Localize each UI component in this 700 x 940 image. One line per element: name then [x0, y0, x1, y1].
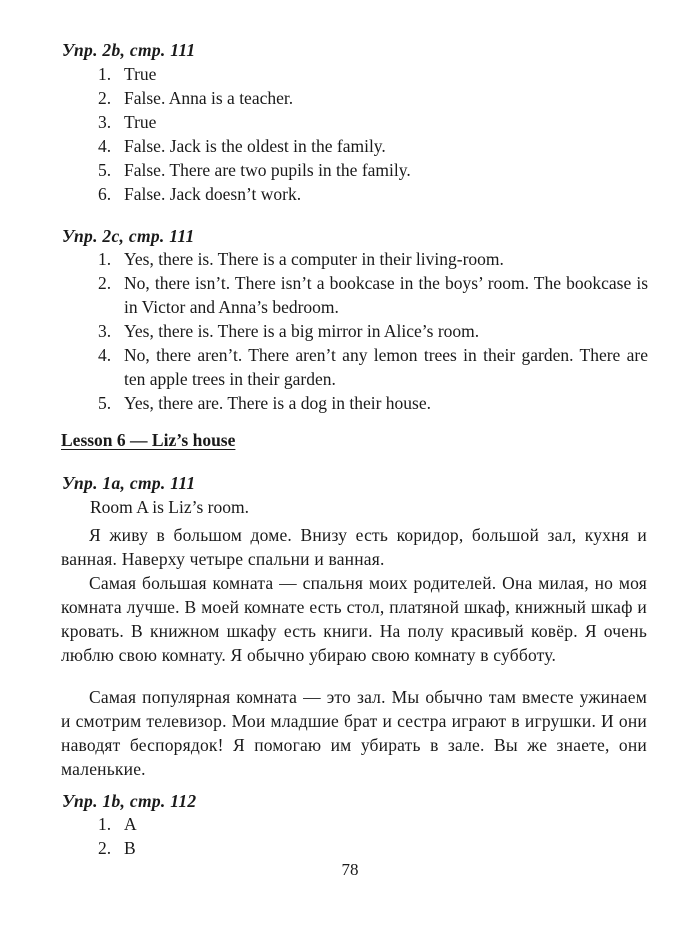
answer-text: False. Jack is the oldest in the family. [124, 136, 386, 156]
answer-item [98, 62, 658, 86]
answer-item [98, 271, 648, 319]
answer-number: 1. [98, 814, 112, 834]
answer-number: 5. [98, 393, 112, 413]
answer-item [98, 134, 658, 158]
exercise-1a-answer: Room A is Liz’s room. [90, 497, 249, 517]
answer-item [98, 812, 298, 836]
answer-number: 3. [98, 321, 112, 341]
answer-item [98, 343, 648, 391]
exercise-1a-heading: Упр. 1a, стр. 111 [62, 473, 196, 493]
answer-item [98, 182, 658, 206]
exercise-1b-heading: Упр. 1b, стр. 112 [62, 791, 197, 811]
answer-item [98, 110, 658, 134]
answer-text: Yes, there are. There is a dog in their house. [124, 393, 431, 413]
answer-text: False. Anna is a teacher. [124, 88, 294, 108]
lesson-title: Lesson 6 — Liz’s house [61, 430, 236, 450]
answer-text: B [124, 838, 136, 858]
answer-item [98, 158, 658, 182]
answer-number: 4. [98, 136, 112, 156]
answer-item [98, 247, 648, 271]
answer-text: False. Jack doesn’t work. [124, 184, 302, 204]
answer-number: 2. [98, 838, 112, 858]
exercise-1b-answers [98, 812, 298, 860]
answer-text: True [124, 112, 157, 132]
answer-number: 1. [98, 64, 112, 84]
exercise-2c-heading: Упр. 2c, стр. 111 [62, 226, 195, 246]
answer-text: No, there isn’t. There isn’t a bookcase in the boys’ room. The bookcase is in Victor and Anna’s bedroom. [124, 273, 648, 317]
answer-number: 1. [98, 249, 112, 269]
exercise-2b-heading: Упр. 2b, стр. 111 [62, 40, 196, 60]
answer-item [98, 836, 298, 860]
exercise-2c-answers [98, 247, 648, 415]
answer-number: 3. [98, 112, 112, 132]
answer-text: False. There are two pupils in the family. [124, 160, 411, 180]
answer-text: Yes, there is. There is a big mirror in Alice’s room. [124, 321, 480, 341]
exercise-2b-answers [98, 62, 658, 206]
answer-number: 5. [98, 160, 112, 180]
answer-item [98, 391, 648, 415]
answer-number: 6. [98, 184, 112, 204]
answer-text: True [124, 64, 157, 84]
answer-item [98, 319, 648, 343]
translation-paragraph: Я живу в большом доме. Внизу есть коридор, большой зал, кухня и ванная. Наверху четыре спальни и ванная. [61, 525, 647, 569]
answer-text: No, there aren’t. There aren’t any lemon trees in their garden. There are ten apple trees in their garden. [124, 345, 648, 389]
answer-item [98, 86, 658, 110]
answer-number: 2. [98, 88, 112, 108]
translation-paragraph: Самая популярная комната — это зал. Мы обычно там вместе ужинаем и смотрим телевизор. Мои младшие брат и сестра играют в игрушки. И они наводят беспорядок! Я помогаю им убирать в зале. Вы же знаете, они маленькие. [61, 687, 647, 779]
answer-number: 2. [98, 273, 112, 293]
translation-paragraph: Самая большая комната — спальня моих родителей. Она милая, но моя комната лучше. В моей комнате есть стол, платяной шкаф, книжный шкаф и кровать. В книжном шкафу есть книги. На полу красивый ковёр. Я очень люблю свою комнату. Я обычно убираю свою комнату в субботу. [61, 573, 647, 665]
answer-text: Yes, there is. There is a computer in their living-room. [124, 249, 504, 269]
answer-number: 4. [98, 345, 112, 365]
answer-text: A [124, 814, 137, 834]
page-number: 78 [341, 860, 359, 879]
